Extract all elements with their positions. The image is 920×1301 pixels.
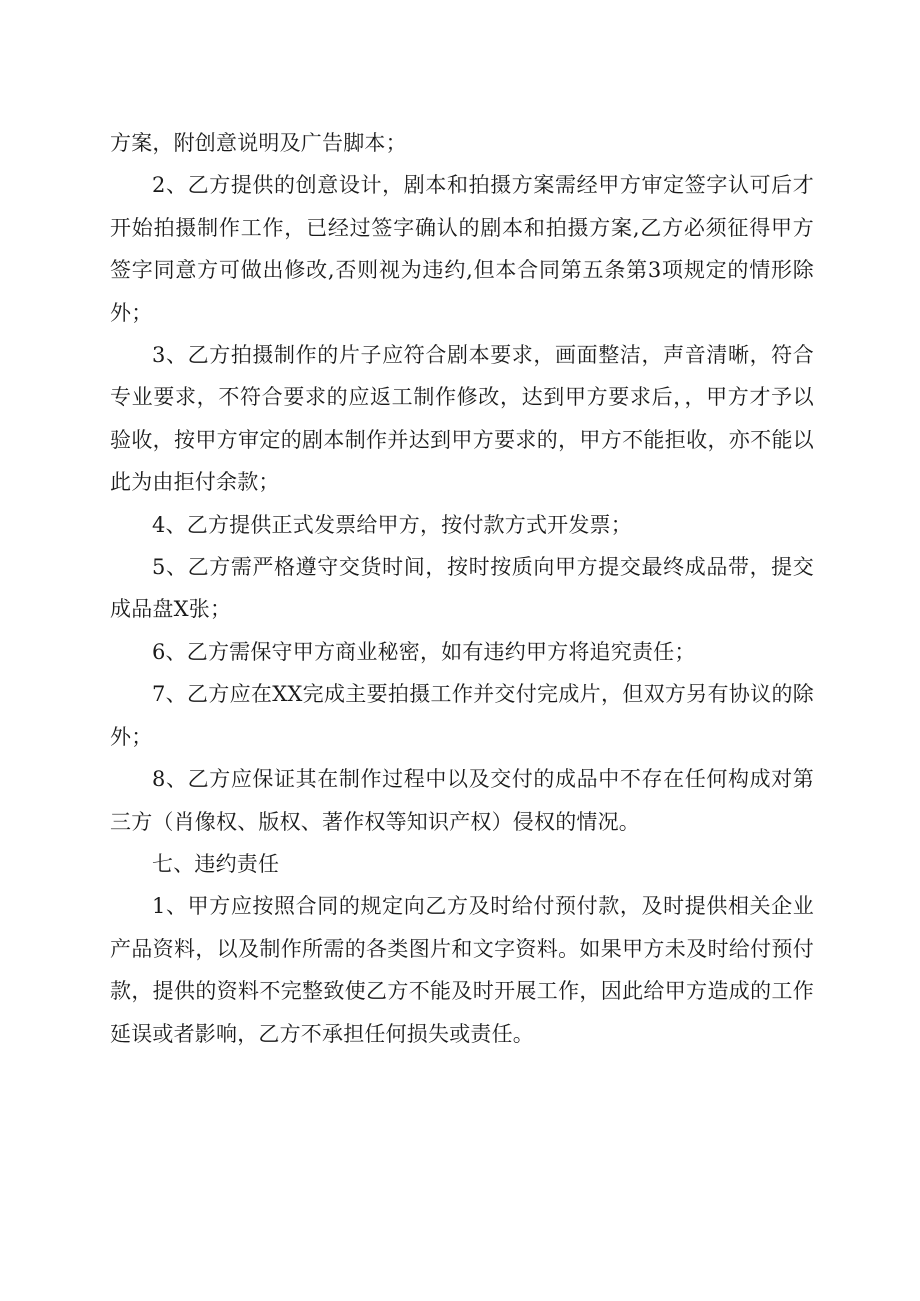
paragraph-breach-clause-1: 1、甲方应按照合同的规定向乙方及时给付预付款，及时提供相关企业产品资料，以及制作所需的各类图片和文字资料。如果甲方未及时给付预付款，提供的资料不完整致使乙方不能及时开展工作，因此给甲方造成的工作延误或者影响，乙方不承担任何损失或责任。 bbox=[110, 894, 814, 1046]
document-body bbox=[110, 122, 814, 1055]
paragraph-clause-7: 7、乙方应在XX完成主要拍摄工作并交付完成片，但双方另有协议的除外； bbox=[110, 682, 814, 749]
paragraph-clause-3: 3、乙方拍摄制作的片子应符合剧本要求，画面整洁，声音清晰，符合专业要求，不符合要求的应返工制作修改，达到甲方要求后，，甲方才予以验收，按甲方审定的剧本制作并达到甲方要求的，甲方不能拒收，亦不能以此为由拒付余款； bbox=[110, 343, 814, 495]
paragraph-clause-6: 6、乙方需保守甲方商业秘密，如有违约甲方将追究责任； bbox=[152, 639, 696, 664]
paragraph-clause-8: 8、乙方应保证其在制作过程中以及交付的成品中不存在任何构成对第三方（肖像权、版权、著作权等知识产权）侵权的情况。 bbox=[110, 767, 814, 834]
paragraph-clause-4: 4、乙方提供正式发票给甲方，按付款方式开发票； bbox=[152, 512, 632, 537]
paragraph-clause-2: 2、乙方提供的创意设计，剧本和拍摄方案需经甲方审定签字认可后才开始拍摄制作工作，已经过签字确认的剧本和拍摄方案,乙方必须征得甲方签字同意方可做出修改,否则视为违约,但本合同第五条第3项规定的情形除外； bbox=[110, 173, 814, 325]
paragraph-plan-continuation: 方案，附创意说明及广告脚本； bbox=[110, 131, 407, 155]
section-heading-breach-liability: 七、违约责任 bbox=[152, 851, 280, 876]
paragraph-clause-5: 5、乙方需严格遵守交货时间，按时按质向甲方提交最终成品带，提交成品盘X张； bbox=[110, 555, 814, 622]
